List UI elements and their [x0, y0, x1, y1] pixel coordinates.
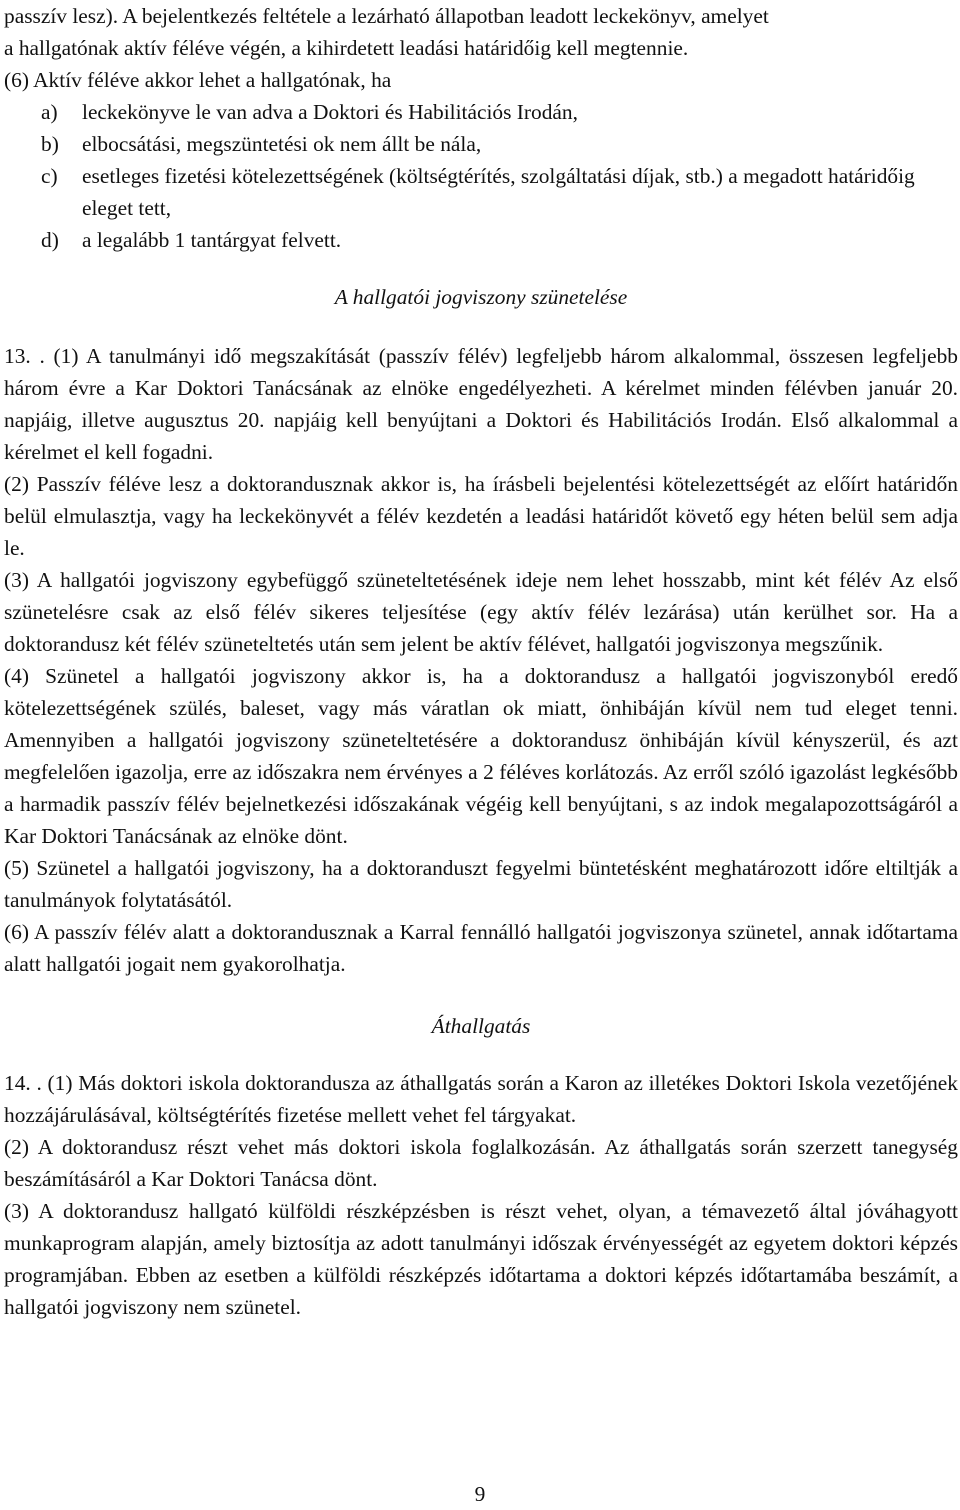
list-item-label: a)	[41, 100, 58, 124]
section-6-head: (6) Aktív féléve akkor lehet a hallgatónak, ha	[4, 68, 392, 92]
list-item-label: b)	[41, 132, 59, 156]
paragraph-14-1: 14. . (1) Más doktori iskola doktorandusza az áthallgatás során a Karon az illetékes Doktori Iskola vezetőjének hozzájárulásával, költségtérítés fizetése mellett vehet fel tárgyakat.	[4, 1071, 958, 1127]
list-item-text: esetleges fizetési kötelezettségének (költségtérítés, szolgáltatási díjak, stb.) a megadott határidőig eleget tett,	[82, 164, 915, 220]
document-page	[4, 0, 958, 1323]
list-item-text: leckekönyve le van adva a Doktori és Habilitációs Irodán,	[82, 100, 578, 124]
paragraph-14-3: (3) A doktorandusz hallgató külföldi részképzésben is részt vehet, olyan, a témavezető által jóváhagyott munkaprogram alapján, amely biztosítja az adott tanulmányi időszak érvényességét az egyetem doktori képzés programjában. Ebben az esetben a külföldi részképzés időtartama a doktori képzés időtartamába beszámít, a hallgatói jogviszony nem szünetel.	[4, 1199, 958, 1319]
list-item-text: a legalább 1 tantárgyat felvett.	[82, 228, 342, 252]
list-item-label: d)	[41, 228, 59, 252]
list-item	[4, 224, 958, 256]
paragraph-13-6: (6) A passzív félév alatt a doktorandusznak a Karral fennálló hallgatói jogviszonya szünetel, annak időtartama alatt hallgatói jogait nem gyakorolhatja.	[4, 920, 958, 976]
paragraph-13-3: (3) A hallgatói jogviszony egybefüggő szüneteltetésének ideje nem lehet hosszabb, mint két félév Az első szünetelésre csak az első félév sikeres teljesítése (egy aktív félév lezárása) után kerülhet sor. Ha a doktorandusz két félév szüneteltetés után sem jelent be aktív félévet, hallgatói jogviszonya megszűnik.	[4, 568, 958, 656]
paragraph-13-5: (5) Szünetel a hallgatói jogviszony, ha a doktoranduszt fegyelmi büntetésként meghatározott időre eltiltják a tanulmányok folytatásától.	[4, 856, 958, 912]
intro-line: a hallgatónak aktív féléve végén, a kihirdetett leadási határidőig kell megtennie.	[4, 36, 689, 60]
paragraph-13-4: (4) Szünetel a hallgatói jogviszony akkor is, ha a doktorandusz a hallgatói jogviszonyból eredő kötelezettségének szülés, baleset, vagy más váratlan ok miatt, önhibáján kívül nem tud eleget tenni. Amennyiben a hallgatói jogviszony szüneteltetésére a doktorandusz önhibáján kívül kényszerül, és azt megfelelően igazolja, erre az időszakra nem érvényes a 2 féléves korlátozás. Az erről szóló igazolást legkésőbb a harmadik passzív félév bejelnetkezési időszakának végéig kell benyújtani, s az indok megalapozottságáról a Kar Doktori Tanácsának az elnöke dönt.	[4, 664, 958, 848]
intro-paragraph	[4, 0, 958, 64]
condition-list	[4, 96, 958, 256]
section-heading: A hallgatói jogviszony szünetelése	[334, 285, 628, 309]
intro-line: passzív lesz). A bejelentkezés feltétele a lezárható állapotban leadott leckekönyv, amelyet	[4, 4, 769, 28]
list-item-text: elbocsátási, megszüntetési ok nem állt be nála,	[82, 132, 482, 156]
section-heading: Áthallgatás	[431, 1014, 531, 1038]
paragraph-13-1: 13. . (1) A tanulmányi idő megszakítását (passzív félév) legfeljebb három alkalommal, összesen legfeljebb három évre a Kar Doktori Tanácsának az elnöke engedélyezheti. A kérelmet minden félévben január 20. napjáig, illetve augusztus 20. napjáig kell benyújtani a Doktori és Habilitációs Irodán. Első alkalommal a kérelmet el kell fogadni.	[4, 344, 958, 464]
page-number: 9	[474, 1482, 486, 1506]
paragraph-13-2: (2) Passzív féléve lesz a doktorandusznak akkor is, ha írásbeli bejelentési kötelezettségét az előírt határidőn belül elmulasztja, vagy ha leckekönyvét a félév kezdetén a leadási határidőt követő egy héten belül sem adja le.	[4, 472, 958, 560]
list-item	[4, 96, 958, 128]
list-item	[4, 128, 958, 160]
paragraph-14-2: (2) A doktorandusz részt vehet más doktori iskola foglalkozásán. Az áthallgatás során szerzett tanegység beszámításáról a Kar Doktori Tanácsa dönt.	[4, 1135, 958, 1191]
list-item	[4, 160, 958, 224]
list-item-label: c)	[41, 164, 58, 188]
